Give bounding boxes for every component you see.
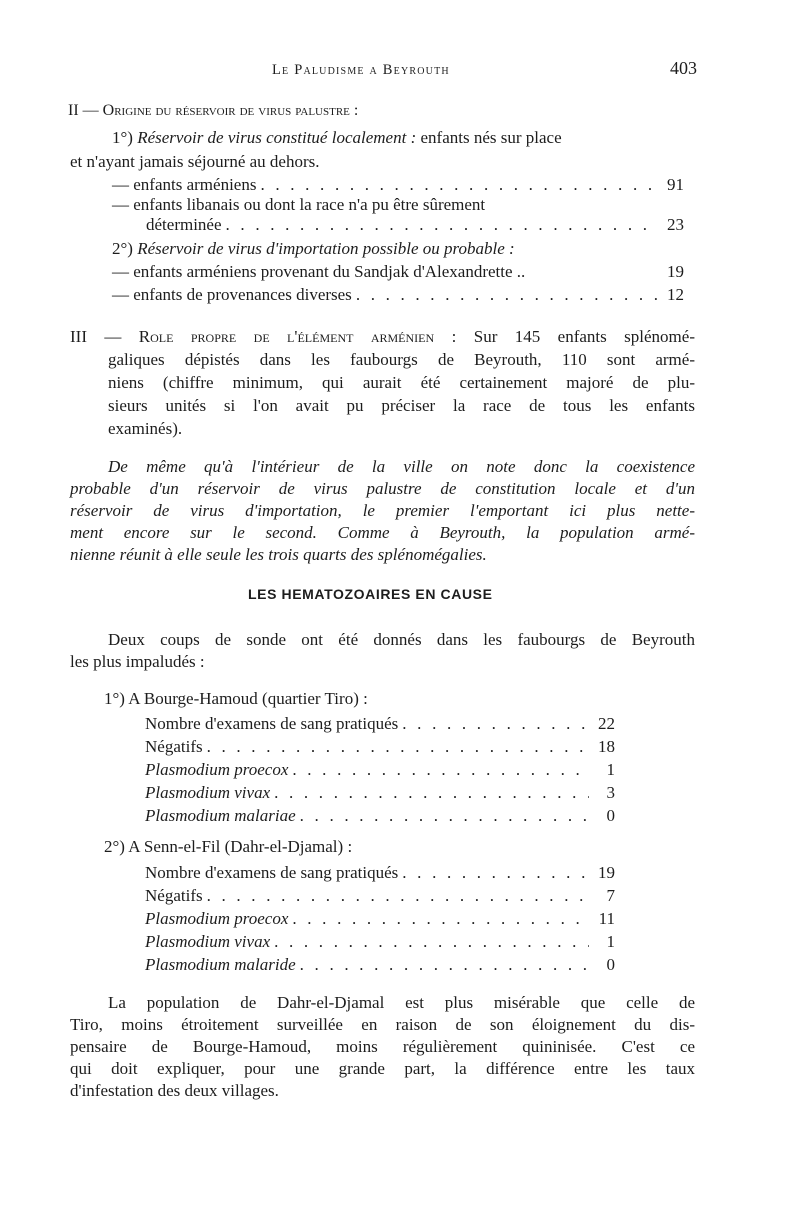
section-3-first-line [70, 326, 695, 348]
row-libanais [146, 214, 684, 236]
item-2-label: 2°) [112, 239, 133, 258]
dot-leader [274, 931, 589, 953]
closing-line-2: pensaire de Bourge-Hamoud, moins régulièrement quininisée. C'est ce [70, 1037, 695, 1056]
hematozoaires-heading: LES HEMATOZOAIRES EN CAUSE [248, 586, 493, 602]
row-value: 23 [667, 215, 684, 234]
section-3-heading: III — Role propre de l'élément arménien : [70, 327, 457, 346]
row-value: 0 [606, 955, 615, 974]
dot-leader [292, 759, 589, 781]
row-label: Négatifs [145, 886, 203, 905]
row-label: Plasmodium malariae [145, 806, 296, 825]
dot-leader [274, 782, 589, 804]
row-sandjak [112, 261, 684, 283]
dot-leader [226, 214, 658, 236]
dot-leader [300, 954, 589, 976]
section-3-line-1: galiques dépistés dans les faubourgs de Beyrouth, 110 sont armé- [108, 350, 695, 369]
row-value: 3 [606, 783, 615, 802]
row-label: Plasmodium proecox [145, 760, 289, 779]
dot-leader [402, 862, 589, 884]
site-2-row [145, 954, 615, 976]
closing-line-3: qui doit expliquer, pour une grande part, la différence entre les taux [70, 1059, 695, 1078]
dot-leader [292, 908, 589, 930]
site-1-row [145, 713, 615, 735]
closing-line-0: La population de Dahr-el-Djamal est plus misérable que celle de [108, 993, 695, 1012]
dot-leader [260, 174, 658, 196]
row-label: Nombre d'examens de sang pratiqués [145, 863, 399, 882]
site-1-label: 1°) A Bourge-Hamoud (quartier Tiro) : [104, 689, 368, 708]
site-2-row [145, 862, 615, 884]
site-2-label: 2°) A Senn-el-Fil (Dahr-el-Djamal) : [104, 837, 353, 856]
item-1-title: Réservoir de virus constitué localement : [137, 128, 417, 147]
site-1-row [145, 736, 615, 758]
closing-line-1: Tiro, moins étroitement surveillée en raison de son éloignement du dis- [70, 1015, 695, 1034]
item-2-title: Réservoir de virus d'importation possible ou probable : [137, 239, 515, 258]
section-3-line-4: examinés). [108, 419, 183, 438]
row-label: Négatifs [145, 737, 203, 756]
row-label: Plasmodium proecox [145, 909, 289, 928]
row-libanais-label: — enfants libanais ou dont la race n'a pu être sûrement [112, 195, 486, 214]
intro-line-0: Deux coups de sonde ont été donnés dans les faubourgs de Beyrouth [108, 630, 695, 649]
row-armeniens [112, 174, 684, 196]
site-2-row [145, 908, 615, 930]
row-value: 18 [598, 737, 615, 756]
row-label: — enfants arméniens provenant du Sandjak d'Alexandrette .. [112, 262, 526, 281]
row-value: 22 [598, 714, 615, 733]
site-1-row [145, 759, 615, 781]
running-title: Le Paludisme a Beyrouth [272, 62, 450, 78]
italic-line-2: réservoir de virus d'importation, le premier l'emportant ici plus nette- [70, 501, 695, 520]
dot-leader [207, 736, 589, 758]
section-2-heading: II — Origine du réservoir de virus palustre : [68, 102, 359, 119]
site-1-row [145, 782, 615, 804]
row-label-2: déterminée [146, 215, 222, 234]
row-value: 12 [667, 285, 684, 304]
row-label: — enfants arméniens [112, 175, 257, 194]
row-value: 1 [606, 932, 615, 951]
intro-line-1: les plus impaludés : [70, 652, 205, 671]
row-label: — enfants de provenances diverses [112, 285, 352, 304]
site-2-row [145, 931, 615, 953]
item-1-text: enfants nés sur place [420, 128, 562, 147]
row-value: 7 [606, 886, 615, 905]
row-label: Plasmodium malaride [145, 955, 296, 974]
page-number: 403 [670, 58, 697, 78]
italic-line-4: nienne réunit à elle seule les trois quarts des splénomégalies. [70, 545, 487, 564]
item-1-label: 1°) [112, 128, 133, 147]
row-diverses [112, 284, 684, 306]
section-3-line-2: niens (chiffre minimum, qui aurait été certainement majoré de plu- [108, 373, 695, 392]
italic-line-0: De même qu'à l'intérieur de la ville on note donc la coexistence [108, 457, 695, 476]
section-3-line-0: Sur 145 enfants splénomé- [473, 327, 695, 346]
row-value: 91 [667, 175, 684, 194]
dot-leader [300, 805, 589, 827]
row-value: 19 [598, 863, 615, 882]
site-1-row [145, 805, 615, 827]
row-label: Plasmodium vivax [145, 932, 271, 951]
row-value: 19 [667, 262, 684, 281]
italic-line-1: probable d'un réservoir de virus palustre de constitution locale et d'un [70, 479, 695, 498]
row-value: 0 [606, 806, 615, 825]
site-2-row [145, 885, 615, 907]
row-label: Plasmodium vivax [145, 783, 271, 802]
row-value: 1 [606, 760, 615, 779]
row-value: 11 [598, 909, 615, 928]
row-label: Nombre d'examens de sang pratiqués [145, 714, 399, 733]
closing-line-4: d'infestation des deux villages. [70, 1081, 279, 1100]
item-1-text2: et n'ayant jamais séjourné au dehors. [70, 152, 320, 171]
italic-line-3: ment encore sur le second. Comme à Beyrouth, la population armé- [70, 523, 695, 542]
section-3-line-3: sieurs unités si l'on avait pu préciser la race de tous les enfants [108, 396, 695, 415]
item-2-line [112, 238, 515, 260]
item-1-line [112, 127, 562, 149]
dot-leader [207, 885, 589, 907]
dot-leader [356, 284, 658, 306]
dot-leader [402, 713, 589, 735]
